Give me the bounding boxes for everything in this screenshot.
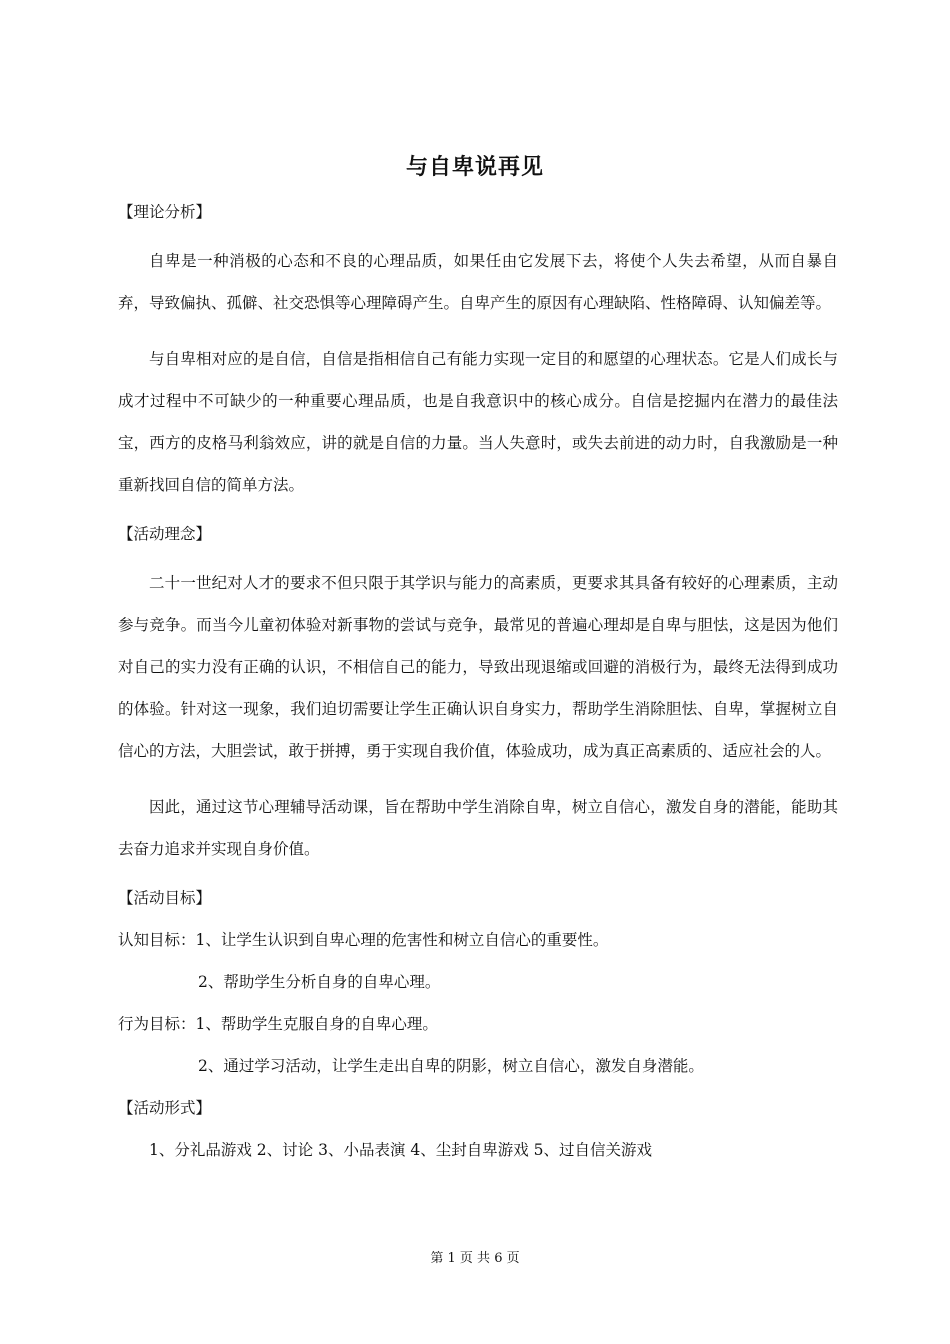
document-body xyxy=(118,198,838,1164)
cognitive-goal-1: 认知目标：1、让学生认识到自卑心理的危害性和树立自信心的重要性。 xyxy=(118,931,609,949)
activity-forms-list: 1、分礼品游戏 2、讨论 3、小品表演 4、尘封自卑游戏 5、过自信关游戏 xyxy=(149,1141,653,1159)
behavior-goal-2: 2、通过学习活动，让学生走出自卑的阴影，树立自信心，激发自身潜能。 xyxy=(198,1057,704,1075)
concept-paragraph-2: 因此，通过这节心理辅导活动课，旨在帮助中学生消除自卑，树立自信心，激发自身的潜能，能助其去奋力追求并实现自身价值。 xyxy=(118,798,838,858)
document-title: 与自卑说再见 xyxy=(405,155,544,180)
cognitive-goal-2: 2、帮助学生分析自身的自卑心理。 xyxy=(198,973,441,991)
page-footer: 第 1 页 共 6 页 xyxy=(430,1251,520,1266)
behavior-goal-1: 行为目标：1、帮助学生克服自身的自卑心理。 xyxy=(118,1015,438,1033)
section-heading-forms: 【活动形式】 xyxy=(118,1099,212,1117)
concept-paragraph-1: 二十一世纪对人才的要求不但只限于其学识与能力的高素质，更要求其具备有较好的心理素质，主动参与竞争。而当今儿童初体验对新事物的尝试与竞争，最常见的普遍心理却是自卑与胆怯，这是因为他们对自己的实力没有正确的认识，不相信自己的能力，导致出现退缩或回避的消极行为，最终无法得到成功的体验。针对这一现象，我们迫切需要让学生正确认识自身实力，帮助学生消除胆怯、自卑，掌握树立自信心的方法，大胆尝试，敢于拼搏，勇于实现自我价值，体验成功，成为真正高素质的、适应社会的人。 xyxy=(118,574,838,760)
section-heading-theory: 【理论分析】 xyxy=(118,203,212,221)
section-heading-concept: 【活动理念】 xyxy=(118,525,212,543)
section-heading-goals: 【活动目标】 xyxy=(118,889,212,907)
theory-paragraph-1: 自卑是一种消极的心态和不良的心理品质，如果任由它发展下去，将使个人失去希望，从而自暴自弃，导致偏执、孤僻、社交恐惧等心理障碍产生。自卑产生的原因有心理缺陷、性格障碍、认知偏差等。 xyxy=(118,252,838,312)
theory-paragraph-2: 与自卑相对应的是自信，自信是指相信自己有能力实现一定目的和愿望的心理状态。它是人们成长与成才过程中不可缺少的一种重要心理品质，也是自我意识中的核心成分。自信是挖掘内在潜力的最佳法宝，西方的皮格马利翁效应，讲的就是自信的力量。当人失意时，或失去前进的动力时，自我激励是一种重新找回自信的简单方法。 xyxy=(118,350,838,494)
